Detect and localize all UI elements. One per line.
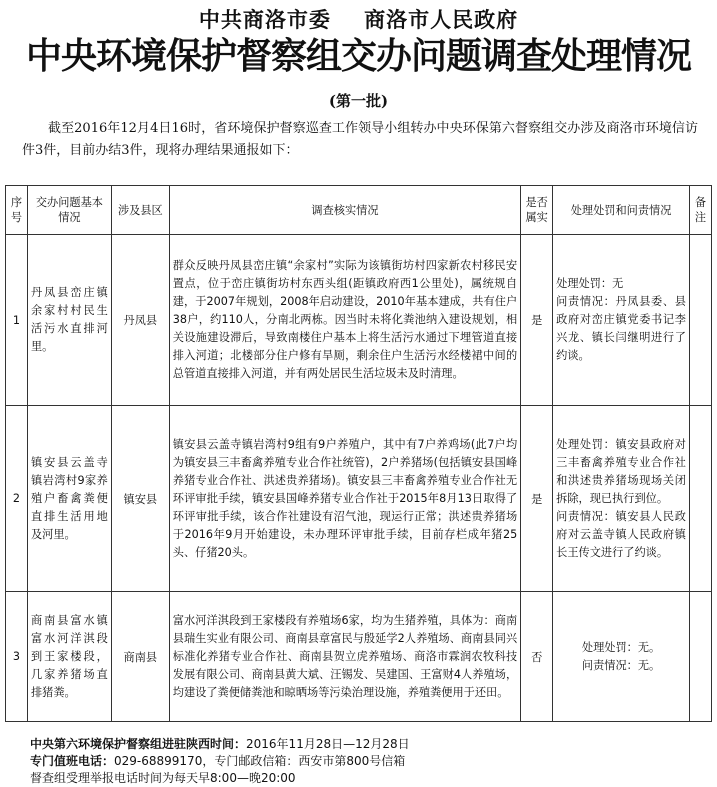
row-handling: 处理处罚：无 问责情况：丹凤县委、县政府对峦庄镇党委书记李兴龙、镇长闫继明进行了约谈。 (553, 235, 690, 406)
row-handling: 处理处罚：无。 问责情况：无。 (553, 592, 690, 722)
row-no: 3 (6, 592, 28, 722)
batch-label: (第一批) (328, 92, 389, 110)
footer (30, 736, 700, 787)
row-handling: 处理处罚：镇安县政府对三丰畜禽养殖专业合作社和洪述贵养猪场现场关闭拆除，现已执行到位。 问责情况：镇安县人民政府对云盖寺镇人民政府镇长王传文进行了约谈。 (553, 406, 690, 592)
inspection-period-label: 中央第六环境保护督察组进驻陕西时间： (30, 737, 247, 751)
intro-paragraph: 截至2016年12月4日16时，省环境保护督察巡查工作领导小组转办中央环保第六督察组交办涉及商洛市环境信访件3件，目前办结3件，现将办理结果通报如下： (22, 121, 698, 158)
row-remarks (689, 592, 711, 722)
row-no: 2 (6, 406, 28, 592)
row-verified: 是 (521, 235, 553, 406)
reporting-hours: 督查组受理举报电话时间为每天早8:00—晚20:00 (30, 771, 296, 785)
header-county: 涉及县区 (111, 186, 169, 235)
row-verified: 是 (521, 406, 553, 592)
case-table (5, 185, 712, 722)
row-issue: 丹凤县峦庄镇余家村村民生活污水直排河里。 (27, 235, 111, 406)
document-title: 中央环境保护督察组交办问题调查处理情况 (25, 36, 691, 77)
table-row (6, 406, 712, 592)
header-verified: 是否属实 (521, 186, 553, 235)
row-remarks (689, 406, 711, 592)
row-county: 镇安县 (111, 406, 169, 592)
row-county: 丹凤县 (111, 235, 169, 406)
inspection-period-value: 2016年11月28日—12月28日 (246, 737, 410, 751)
header-handling: 处理处罚和问责情况 (553, 186, 690, 235)
row-county: 商南县 (111, 592, 169, 722)
header-remarks: 备注 (689, 186, 711, 235)
header-no: 序号 (6, 186, 28, 235)
contact-value: 029-68899170，专门邮政信箱：西安市第800号信箱 (114, 754, 406, 768)
header-investigation: 调查核实情况 (169, 186, 520, 235)
table-header-row (6, 186, 712, 235)
row-investigation: 镇安县云盖寺镇岩湾村9组有9户养殖户，其中有7户养鸡场(此7户均为镇安县三丰畜禽养殖专业合作社统管)，2户养猪场(包括镇安县国峰养猪专业合作社、洪述贵养猪场)。镇安县三丰畜禽养殖专业合作社无环评审批手续，镇安县国峰养猪专业合作社于2015年8月13日取得了环评审批手续，该合作社建设有沼气池，现运行正常；洪述贵养猪场于2016年9月开始建设，未办理环评审批手续，目前存栏成年猪25头、仔猪20头。 (169, 406, 520, 592)
row-issue: 商南县富水镇富水河洋淇段到王家楼段，几家养猪场直排猪粪。 (27, 592, 111, 722)
contact-info (30, 753, 700, 770)
row-verified: 否 (521, 592, 553, 722)
issuing-organizations: 中共商洛市委 商洛市人民政府 (198, 8, 519, 32)
contact-label: 专门值班电话： (30, 754, 115, 768)
row-no: 1 (6, 235, 28, 406)
inspection-period (30, 736, 700, 753)
row-remarks (689, 235, 711, 406)
row-investigation: 富水河洋淇段到王家楼段有养殖场6家，均为生猪养殖，具体为：商南县瑞生实业有限公司、商南县章富民与殷延学2人养殖场、商南县同兴标准化养猪专业合作社、商南县贺立虎养殖场、商洛市霖润农牧科技发展有限公司、商南县黄大斌、汪锡发、吴建国、王富财4人养殖场，均建设了粪便储粪池和晾晒场等污染治理设施，养殖粪便用于还田。 (169, 592, 520, 722)
table-row (6, 235, 712, 406)
row-investigation: 群众反映丹凤县峦庄镇“余家村”实际为该镇街坊村四家新农村移民安置点，位于峦庄镇街坊村东西头组(距镇政府西1公里处)，属统规自建，于2007年规划，2008年启动建设，2010年基本建成，共有住户38户，约110人，分南北两栋。因当时未将化粪池纳入建设规划，相关设施建设滞后，导致南楼住户基本上将生活污水通过下埋管道直接排入河道；北楼部分住户修有旱厕，剩余住户生活污水经楼裙中间的总管道直接排入河道，并有两处居民生活垃圾未及时清理。 (169, 235, 520, 406)
header-issue: 交办问题基本情况 (27, 186, 111, 235)
table-row (6, 592, 712, 722)
row-issue: 镇安县云盖寺镇岩湾村9家养殖户畜禽粪便直排生活用地及河里。 (27, 406, 111, 592)
